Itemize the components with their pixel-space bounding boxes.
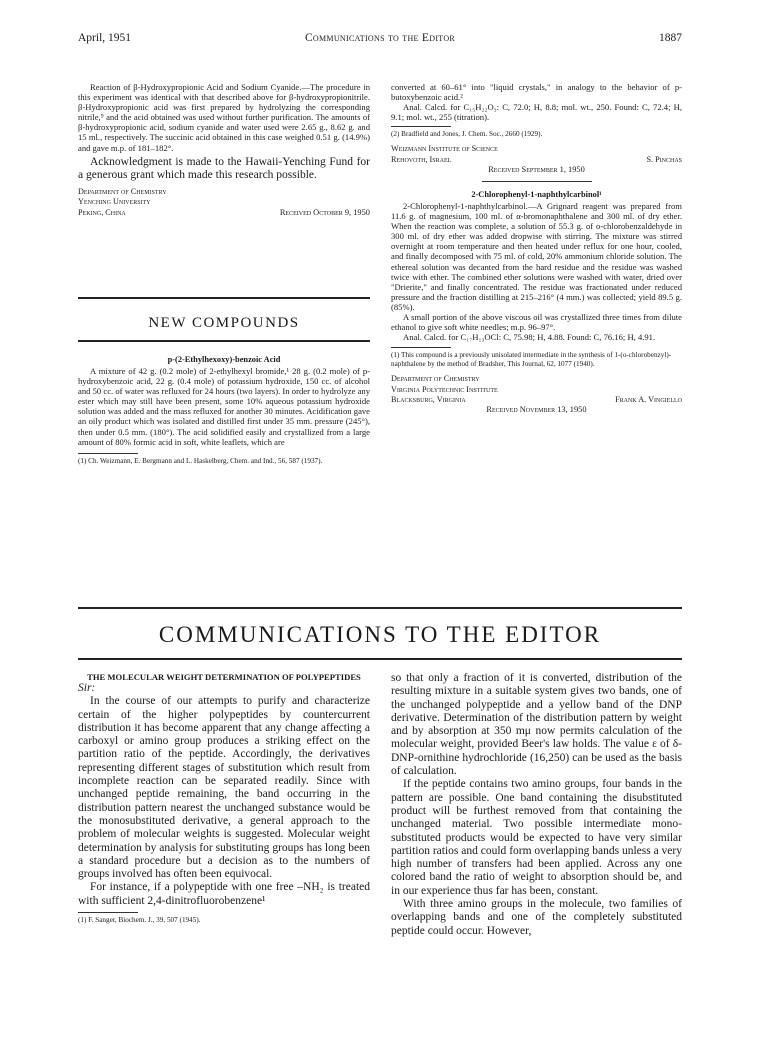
article-paragraph-5: With three amino groups in the molecule, two families of overlapping bands and one of the completely substituted peptide could occur. However, <box>391 898 682 937</box>
affiliation-department: Department of Chemistry <box>78 187 167 197</box>
new-compounds-heading: NEW COMPOUNDS <box>148 315 300 331</box>
communications-left-column <box>78 672 370 925</box>
footnote-weizmann: (1) Ch. Weizmann, E. Bergmann and L. Haskelberg, Chem. and Ind., 56, 587 (1937). <box>78 456 323 465</box>
affiliation-block <box>391 144 682 175</box>
author-name: S. Pinchas <box>646 154 682 164</box>
affiliation-institute: Weizmann Institute of Science <box>391 144 498 154</box>
header-date: April, 1951 <box>78 32 132 44</box>
separator-rule <box>482 181 592 182</box>
footnote-rule <box>391 347 451 348</box>
running-header <box>78 32 682 50</box>
affiliation-university: Yenching University <box>78 197 151 207</box>
communications-heading: COMMUNICATIONS TO THE EDITOR <box>158 622 602 647</box>
article-paragraph-2: For instance, if a polypeptide with one free –NH₂ is treated with sufficient 2,4-dinitrofluorobenzene¹ <box>78 881 370 907</box>
received-date: Received October 9, 1950 <box>279 207 370 217</box>
intro-paragraph: converted at 60–61° into "liquid crystals," in analogy to the behavior of p-butoxybenzoic acid.² <box>391 82 682 103</box>
footnote-rule <box>78 912 138 913</box>
communications-rule-top <box>78 607 682 609</box>
naphthyl-title: 2-Chlorophenyl-1-naphthylcarbinol¹ <box>471 189 602 199</box>
top-left-column <box>78 82 370 218</box>
analysis-paragraph: Anal. Calcd. for C₁₅H₂₂O₃: C, 72.0; H, 8.8; mol. wt., 250. Found: C, 72.4; H, 9.1; mol. wt., 255 (titration). <box>391 102 682 123</box>
article-paragraph-3: so that only a fraction of it is converted, distribution of the resulting mixture in a suitable system gives two bands, one of the unchanged polypeptide and a yellow band of the DNP derivative. Determination of the distribution pattern by weight and by absorption at 350 mμ now permits calculation of the molecular weight, provided Beer's law holds. The value ε of δ-DNP-ornithine hydrochloride (16,250) can be used as the basis of calculation. <box>391 672 682 778</box>
article-title: THE MOLECULAR WEIGHT DETERMINATION OF POLYPEPTIDES <box>87 672 361 682</box>
affiliation-block <box>78 187 370 218</box>
reaction-paragraph: Reaction of β-Hydroxypropionic Acid and Sodium Cyanide.—The procedure in this experiment was identical with that described above for β-hydroxypropionitrile. β-Hydroxypropionic acid was first prepared by hydrolyzing the corresponding nitrile,⁹ and the acid obtained was used without further purification. The amounts of β-hydroxypropionic acid, sodium cyanide and water used were 2.65 g., 8.62 g. and 15 ml., respectively. The succinic acid obtained in this case weighed 0.51 g. (14.9%) and gave m.p. of 181–182°. <box>78 82 370 153</box>
communications-rule-bottom <box>78 658 682 660</box>
section-rule-top <box>78 297 370 299</box>
naphthyl-paragraph-1: 2-Chlorophenyl-1-naphthylcarbinol.—A Grignard reagent was prepared from 11.6 g. of magnesium, 100 ml. of α-bromonaphthalene and 300 ml. of dry ether. When the reaction was complete, a solution of 55.3 g. of o-chlorobenzaldehyde in 300 ml. of dry ether was added dropwise with stirring. The mixture was stirred overnight at room temperature and then heated under reflux for one hour, cooled, and finally decomposed with 75 ml. of cold, 20% ammonium chloride solution. The ethereal solution was decanted from the hard residue and the residue was washed twice with ether. The combined ether solutions were washed with water, dried over "Drierite," and finally concentrated. The residue was fractionated under reduced pressure and the fraction distilling at 215–216° (4 mm.) was collected; yield 89.5 g. (85%). <box>391 200 682 312</box>
affiliation-block <box>391 374 682 415</box>
footnote-rule <box>78 453 138 454</box>
top-right-column <box>391 82 682 415</box>
footnote-rule <box>391 126 451 127</box>
received-date: Received September 1, 1950 <box>488 164 585 174</box>
naphthyl-analysis: Anal. Calcd. for C₁₇H₁₃OCl: C, 75.98; H, 4.88. Found: C, 76.16; H, 4.91. <box>403 332 656 343</box>
salutation: Sir: <box>78 682 96 694</box>
naphthyl-paragraph-2: A small portion of the above viscous oil was crystallized three times from dilute ethanol to give soft white needles; m.p. 96–97°. <box>391 312 682 333</box>
affiliation-city: Rehovoth, Israel <box>391 154 452 164</box>
footnote-bradsher: (1) This compound is a previously unisolated intermediate in the synthesis of 1-(o-chlorobenzyl)-naphthalene by the method of Bradsher, This Journal, 62, 1077 (1940). <box>391 351 672 369</box>
acknowledgment-paragraph: Acknowledgment is made to the Hawaii-Yenching Fund for a generous grant which made this research possible. <box>78 155 370 181</box>
article-paragraph-1: In the course of our attempts to purify and characterize certain of the higher polypeptides by countercurrent distribution it has become apparent that any change affecting a carboxyl or amino group produces a striking effect on the partition ratio of the peptide. Accordingly, the derivatives representing different stages of substitution which result from incomplete reaction can be separated readily. Since with unchanged peptide remaining, the band occurring in the distribution pattern nearest the unchanged substance would be the monosubstituted derivative, a general approach to the problem of molecular weights is suggested. Molecular weight determination by analysis for substituting groups has long been a standard procedure but a decision as to the numbers of groups involved has often been equivocal. <box>78 695 370 881</box>
section-rule-bottom <box>78 340 370 342</box>
article-paragraph-4: If the peptide contains two amino groups, four bands in the pattern are possible. One band containing the disubstituted product will be furthest removed from that containing the unchanged material. Two possible intermediate mono-substituted products would be expected to have very similar partition ratios and could form overlapping bands unless a very high number of transfers had been applied. Across any one colored band the ratio of weight to absorption should be, and in our experience thus far has been, constant. <box>391 778 682 897</box>
header-page-number: 1887 <box>659 32 682 44</box>
received-date: Received November 13, 1950 <box>486 404 587 414</box>
footnote-bradfield: (2) Bradfield and Jones, J. Chem. Soc., 2660 (1929). <box>391 130 543 139</box>
affiliation-department: Department of Chemistry <box>391 374 480 384</box>
header-section: Communications to the Editor <box>304 32 456 44</box>
affiliation-city: Blacksburg, Virginia <box>391 394 466 404</box>
author-name: Frank A. Vingiello <box>615 394 682 404</box>
footnote-sanger: (1) F. Sanger, Biochem. J., 39, 507 (1945). <box>78 916 201 925</box>
communications-right-column <box>391 672 682 938</box>
new-compounds-column <box>78 352 370 466</box>
affiliation-institute: Virginia Polytechnic Institute <box>391 384 498 394</box>
compound-title: p-(2-Ethylhexoxy)-benzoic Acid <box>167 355 281 364</box>
compound-paragraph: A mixture of 42 g. (0.2 mole) of 2-ethylhexyl bromide,¹ 28 g. (0.2 mole) of p-hydroxybenzoic acid, 22 g. (0.4 mole) of potassium hydroxide, 150 cc. of alcohol and 50 cc. of water was refluxed for 24 hours (two layers). In order to hydrolyze any ester which may still have been present, some 10% aqueous potassium hydroxide solution was added and the mass refluxed for another 30 minutes. Acidification gave an oily product which was isolated and distilled first under 35 mm. pressure (245°), then under 0.5 mm. (180°). The acid solidified easily and crystallized from a large amount of 80% formic acid in soft, white leaflets, which are <box>78 366 370 447</box>
affiliation-city: Peking, China <box>78 207 126 217</box>
